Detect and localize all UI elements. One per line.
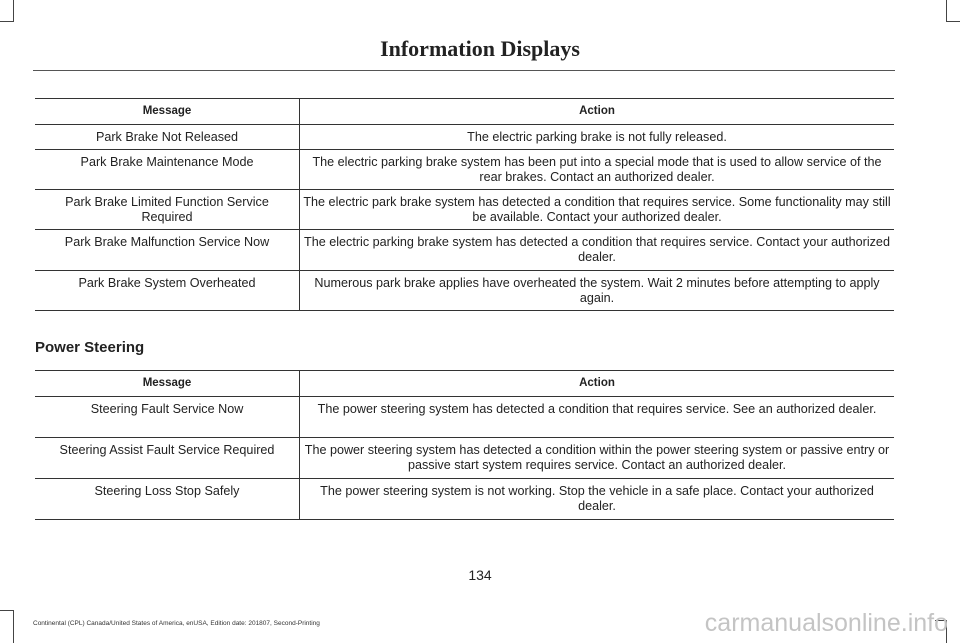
crop-mark-top-left-horizontal xyxy=(0,21,14,22)
section-heading-power-steering: Power Steering xyxy=(35,339,145,356)
table-row xyxy=(35,271,894,311)
table-row xyxy=(35,190,894,230)
message-cell: Park Brake Not Released xyxy=(35,125,300,150)
action-cell: The power steering system is not working. Stop the vehicle in a safe place. Contact your authorized dealer. xyxy=(300,479,895,520)
action-cell: Numerous park brake applies have overheated the system. Wait 2 minutes before attempting to apply again. xyxy=(300,271,895,311)
power-steering-table xyxy=(35,370,894,520)
table-row xyxy=(35,125,894,150)
action-cell: The electric parking brake system has been put into a special mode that is used to allow service of the rear brakes. Contact an authorized dealer. xyxy=(300,150,895,190)
message-cell: Steering Loss Stop Safely xyxy=(35,479,300,520)
action-cell: The electric parking brake system has detected a condition that requires service. Contact your authorized dealer. xyxy=(300,230,895,271)
action-cell: The electric park brake system has detected a condition that requires service. Some functionality may still be available. Contact your authorized dealer. xyxy=(300,190,895,230)
message-cell: Steering Assist Fault Service Required xyxy=(35,438,300,479)
page-number: 134 xyxy=(468,567,492,583)
table-row xyxy=(35,230,894,271)
table-row xyxy=(35,150,894,190)
column-header-message: Message xyxy=(35,99,300,125)
crop-mark-top-right-horizontal xyxy=(946,21,960,22)
table-row xyxy=(35,438,894,479)
column-header-message: Message xyxy=(35,371,300,397)
message-cell: Park Brake Maintenance Mode xyxy=(35,150,300,190)
table-header-row xyxy=(35,99,894,125)
message-cell: Park Brake Malfunction Service Now xyxy=(35,230,300,271)
table-row xyxy=(35,397,894,438)
table-header-row xyxy=(35,371,894,397)
crop-mark-top-right-vertical xyxy=(946,0,947,22)
action-cell: The power steering system has detected a condition that requires service. See an authorized dealer. xyxy=(300,397,895,438)
table-row xyxy=(35,479,894,520)
page-title: Information Displays xyxy=(380,36,580,61)
message-cell: Steering Fault Service Now xyxy=(35,397,300,438)
action-cell: The electric parking brake is not fully released. xyxy=(300,125,895,150)
message-cell: Park Brake Limited Function Service Required xyxy=(35,190,300,230)
crop-mark-bottom-left-vertical xyxy=(13,610,14,643)
edition-footer: Continental (CPL) Canada/United States of America, enUSA, Edition date: 201807, Second-Printing xyxy=(33,620,320,627)
park-brake-table xyxy=(35,98,894,311)
watermark-text: carmanualsonline.info xyxy=(704,609,948,637)
action-cell: The power steering system has detected a condition within the power steering system or passive entry or passive start system requires service. Contact an authorized dealer. xyxy=(300,438,895,479)
message-cell: Park Brake System Overheated xyxy=(35,271,300,311)
title-divider xyxy=(33,70,895,71)
column-header-action: Action xyxy=(300,371,895,397)
crop-mark-top-left-vertical xyxy=(13,0,14,22)
crop-mark-bottom-left-horizontal xyxy=(0,610,14,611)
column-header-action: Action xyxy=(300,99,895,125)
